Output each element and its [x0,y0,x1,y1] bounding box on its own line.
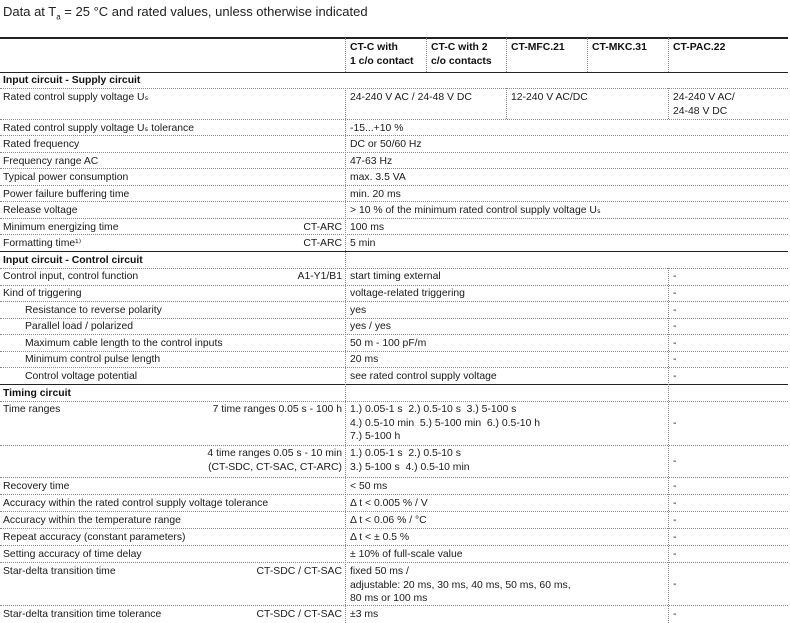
column-divider [587,38,588,72]
row-condition: CT-SDC / CT-SAC [256,566,342,577]
row-value: < 50 ms [350,481,388,492]
row-divider [0,218,788,219]
row-divider [0,334,788,335]
row-divider [0,318,788,319]
section-heading-supply: Input circuit - Supply circuit [3,75,141,86]
row-divider [0,152,788,153]
row-divider [0,119,788,120]
row-label: Power failure buffering time [3,189,130,200]
row-value: -15...+10 % [350,123,404,134]
row-value: - [673,609,677,620]
column-header-ct-mfc21: CT-MFC.21 [511,42,565,53]
row-value: - [673,354,677,365]
row-divider [0,494,788,495]
column-header-ct-c-1co: CT-C with 1 c/o contact [350,42,414,67]
row-label: Minimum energizing time [3,222,119,233]
header-bottom-rule [0,72,788,73]
table-top-rule [0,37,788,39]
row-value: - [673,456,677,467]
caption-suffix: = 25 °C and rated values, unless otherwise indicated [60,4,368,19]
row-value: 1.) 0.05-1 s 2.) 0.5-10 s 3.) 5-100 s 4.) 0.5-10 min [350,448,470,473]
row-divider [0,528,788,529]
row-label: Typical power consumption [3,172,129,183]
section-rule [0,251,788,252]
row-condition: 7 time ranges 0.05 s - 100 h [212,404,342,415]
row-label: Minimum control pulse length [25,354,161,365]
row-value: - [673,498,677,509]
column-divider [506,88,507,119]
column-header-ct-mkc31: CT-MKC.31 [592,42,647,53]
row-value: - [673,271,677,282]
row-condition: CT-SDC / CT-SAC [256,609,342,620]
row-condition: 4 time ranges 0.05 s - 10 min (CT-SDC, CT-SAC, CT-ARC) [207,448,342,473]
row-label: Rated frequency [3,139,80,150]
row-value: 12-240 V AC/DC [511,92,588,103]
caption-subscript: a [56,12,61,22]
row-label: Rated control supply voltage Uₛ [3,92,149,103]
row-value: - [673,515,677,526]
row-value: 20 ms [350,354,379,365]
row-label: Accuracy within the temperature range [3,515,181,526]
table-caption [3,4,368,22]
row-value: > 10 % of the minimum rated control supply voltage Uₛ [350,205,601,216]
row-value: - [673,321,677,332]
column-divider [345,38,346,72]
column-divider [668,88,669,119]
row-label: Rated control supply voltage Uₛ tolerance [3,123,195,134]
row-divider [0,168,788,169]
row-value: fixed 50 ms / adjustable: 20 ms, 30 ms, 40 ms, 50 ms, 60 ms, 80 ms or 100 ms [350,566,571,604]
row-value: - [673,371,677,382]
row-divider [0,562,788,563]
row-value: - [673,305,677,316]
row-value: Δ t < ± 0.5 % [350,532,410,543]
row-value: 24-240 V AC / 24-48 V DC [350,92,472,103]
row-value: - [673,549,677,560]
column-divider [345,88,346,623]
column-header-ct-c-2co: CT-C with 2 c/o contacts [431,42,492,67]
row-label: Repeat accuracy (constant parameters) [3,532,186,543]
row-label: Time ranges [3,404,61,415]
row-divider [0,511,788,512]
row-condition: CT-ARC [303,238,342,249]
row-divider [0,351,788,352]
row-value: start timing external [350,271,441,282]
row-value: - [673,338,677,349]
row-condition: CT-ARC [303,222,342,233]
row-label: Control voltage potential [25,371,138,382]
row-value: 1.) 0.05-1 s 2.) 0.5-10 s 3.) 5-100 s 4.) 0.5-10 min 5.) 5-100 min 6.) 0.5-10 h 7.) 5-100 h [350,404,541,442]
section-rule [0,384,788,385]
row-value: min. 20 ms [350,189,401,200]
row-value: 50 m - 100 pF/m [350,338,427,349]
row-label: Resistance to reverse polarity [25,305,162,316]
row-condition: A1-Y1/B1 [297,271,342,282]
row-label: Star-delta transition time [3,566,116,577]
row-label: Star-delta transition time tolerance [3,609,162,620]
row-label: Frequency range AC [3,156,99,167]
row-value: yes [350,305,367,316]
row-value: max. 3.5 VA [350,172,406,183]
row-label: Release voltage [3,205,78,216]
row-value: yes / yes [350,321,391,332]
row-value: 100 ms [350,222,385,233]
row-divider [0,477,788,478]
column-divider [668,38,669,72]
row-value: Δ t < 0.005 % / V [350,498,428,509]
row-divider [0,445,788,446]
section-heading-timing: Timing circuit [3,388,71,399]
row-value: - [673,532,677,543]
row-value: - [673,481,677,492]
row-divider [0,268,788,269]
row-label: Control input, control function [3,271,139,282]
row-divider [0,301,788,302]
row-label: Maximum cable length to the control inputs [25,338,223,349]
row-divider [0,545,788,546]
row-label: Accuracy within the rated control supply voltage tolerance [3,498,269,509]
row-divider [0,185,788,186]
row-value: 24-240 V AC/ 24-48 V DC [673,92,735,117]
column-divider [426,38,427,72]
row-value: ± 10% of full-scale value [350,549,463,560]
row-label: Setting accuracy of time delay [3,549,142,560]
row-divider [0,88,788,89]
row-value: 47-63 Hz [350,156,393,167]
row-value: Δ t < 0.06 % / °C [350,515,427,526]
row-value: DC or 50/60 Hz [350,139,422,150]
column-divider [668,268,669,623]
row-label: Parallel load / polarized [25,321,134,332]
row-value: 5 min [350,238,376,249]
row-value: voltage-related triggering [350,288,465,299]
row-value: see rated control supply voltage [350,371,497,382]
section-heading-control: Input circuit - Control circuit [3,255,143,266]
row-value: - [673,418,677,429]
column-header-ct-pac22: CT-PAC.22 [673,42,726,53]
row-value: - [673,288,677,299]
row-label: Kind of triggering [3,288,82,299]
row-value: - [673,579,677,590]
row-value: ±3 ms [350,609,379,620]
row-label: Recovery time [3,481,70,492]
row-label: Formatting time¹⁾ [3,238,82,249]
row-divider [0,285,788,286]
column-divider [506,38,507,72]
row-divider [0,401,788,402]
caption-prefix: Data at T [3,4,57,19]
row-divider [0,367,788,368]
